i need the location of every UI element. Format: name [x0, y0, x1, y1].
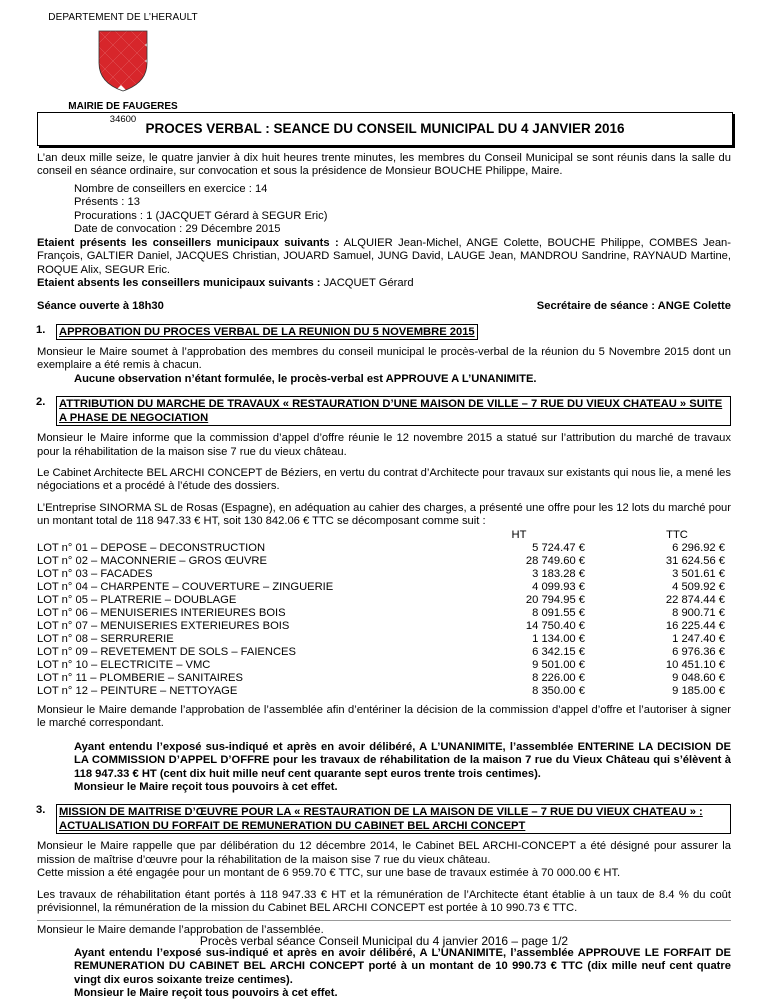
absent-label: Etaient absents les conseillers municipaux suivants : — [37, 276, 321, 289]
section-3-powers: Monsieur le Maire reçoit tous pouvoirs à cet effet. — [74, 987, 338, 1000]
lot-label: LOT n° 05 – PLATRERIE – DOUBLAGE — [37, 593, 237, 606]
present-label: Etaient présents les conseillers municipaux suivants : — [37, 236, 339, 249]
section-2-paragraph: Monsieur le Maire demande l’approbation de l’assemblée afin d’entériner la décision de la commission d’appel d’offre et l’autoriser à signer le marché correspondant. — [37, 703, 731, 730]
lot-ttc: 22 874.44 € — [665, 593, 725, 606]
lot-ht: 6 342.15 € — [532, 645, 585, 658]
lot-ht: 20 794.95 € — [525, 593, 585, 606]
lot-ht: 8 091.55 € — [532, 606, 585, 619]
lot-row — [37, 659, 731, 672]
section-number: 2. — [36, 396, 46, 409]
lot-row — [37, 672, 731, 685]
lot-ht: 3 183.28 € — [532, 567, 585, 580]
lot-label: LOT n° 01 – DEPOSE – DECONSTRUCTION — [37, 541, 266, 554]
lot-row — [37, 620, 731, 633]
column-header-ht: HT — [511, 528, 527, 541]
lot-ttc: 16 225.44 € — [665, 619, 725, 632]
seance-info — [37, 300, 731, 313]
section-number: 3. — [36, 804, 46, 817]
lot-ht: 1 134.00 € — [532, 632, 585, 645]
section-3-paragraph: Monsieur le Maire rappelle que par délibération du 12 décembre 2014, le Cabinet BEL ARCHI-CONCEPT a été désigné pour assurer la mission de maîtrise d’œuvre pour la réhabilitation de la maison sise 7 rue du vieux château. — [37, 840, 731, 866]
attendance-stats — [74, 183, 731, 237]
lot-row — [37, 685, 731, 698]
section-2-decision: Ayant entendu l’exposé sus-indiqué et après en avoir délibéré, A L’UNANIMITE, l’assemblée ENTERINE LA DECISION DE LA COMMISSION D’APPEL D’OFFRE pour les travaux de réhabilitation de la maison 7 rue du Vieux Château qui s’élèvent à 118 947.33 € HT (cent dix huit mille neuf cent quarante sept euros trente trois centimes). — [74, 740, 731, 780]
present-names: ALQUIER Jean-Michel, ANGE Colette, BOUCHE Philippe, COMBES Jean-François, GALTIER Daniel, JACQUES Christian, JOUARD Samuel, JUNG David, LAUGE Jean, MANDROU Sandrine, RAYNAUD Martine, ROQUE Alix, SEGUR Eric. — [37, 236, 731, 276]
lot-label: LOT n° 11 – PLOMBERIE – SANITAIRES — [37, 671, 243, 684]
seance-open: Séance ouverte à 18h30 — [37, 300, 164, 313]
stat-line: Présents : 13 — [74, 196, 140, 209]
lot-ttc: 6 976.36 € — [672, 645, 725, 658]
present-members — [37, 237, 731, 277]
section-1-decision: Aucune observation n’étant formulée, le procès-verbal est APPROUVE A L’UNANIMITE. — [74, 372, 537, 385]
absent-names: JACQUET Gérard — [320, 276, 414, 289]
lot-row — [37, 607, 731, 620]
letterhead — [18, 12, 228, 126]
document-title: PROCES VERBAL : SEANCE DU CONSEIL MUNICIPAL DU 4 JANVIER 2016 — [145, 120, 625, 136]
section-title: APPROBATION DU PROCES VERBAL DE LA REUNION DU 5 NOVEMBRE 2015 — [56, 324, 478, 340]
stat-line: Procurations : 1 (JACQUET Gérard à SEGUR Eric) — [74, 209, 328, 222]
section-3-heading — [36, 804, 731, 834]
secretary: Secrétaire de séance : ANGE Colette — [536, 300, 731, 313]
postal-code: 34600 — [109, 114, 137, 126]
section-2-heading — [36, 396, 731, 426]
lot-row — [37, 542, 731, 555]
lot-row — [37, 555, 731, 568]
document-body — [37, 152, 731, 1001]
intro-paragraph: L’an deux mille seize, le quatre janvier à dix huit heures trente minutes, les membres du Conseil Municipal se sont réunis dans la salle du conseil en séance ordinaire, sur convocation et sous la présidence de Monsieur BOUCHE Philippe, Maire. — [37, 152, 731, 178]
section-2-paragraph: Le Cabinet Architecte BEL ARCHI CONCEPT de Béziers, en vertu du contrat d’Architecte pour travaux sur existants qui nous lie, a mené les négociations et a procédé à l’étude des dossiers. — [37, 467, 731, 493]
section-3-decision: Ayant entendu l’exposé sus-indiqué et après en avoir délibéré, A L’UNANIMITE, l’assemblée APPROUVE LE FORFAIT DE REMUNERATION DU CABINET BEL ARCHI CONCEPT porté à un montant de 10 990.73 € TTC (dix mille neuf cent quatre vingt dix euros soixante treize centimes). — [74, 947, 731, 986]
lot-label: LOT n° 02 – MACONNERIE – GROS ŒUVRE — [37, 554, 267, 567]
lots-header-row — [37, 529, 731, 542]
lot-label: LOT n° 04 – CHARPENTE – COUVERTURE – ZINGUERIE — [37, 580, 334, 593]
lot-label: LOT n° 07 – MENUISERIES EXTERIEURES BOIS — [37, 619, 290, 632]
mairie-name: MAIRIE DE FAUGERES — [68, 101, 178, 113]
lot-ttc: 6 296.92 € — [672, 541, 725, 554]
lot-ttc: 31 624.56 € — [665, 554, 725, 567]
section-title: MISSION DE MAITRISE D’ŒUVRE POUR LA « RESTAURATION DE LA MAISON DE VILLE – 7 RUE DU VIEUX CHATEAU » : ACTUALISATION DU FORFAIT DE REMUNERATION DU CABINET BEL ARCHI CONCEPT — [56, 804, 731, 834]
section-1-heading — [36, 324, 731, 340]
section-1-text: Monsieur le Maire soumet à l’approbation des membres du conseil municipal le procès-verbal de la réunion du 5 Novembre 2015 dont un exemplaire a été remis à chacun. — [37, 345, 731, 372]
lot-ht: 5 724.47 € — [532, 541, 585, 554]
section-3-paragraph: Cette mission a été engagée pour un montant de 6 959.70 € TTC, sur une base de travaux estimée à 70 000.00 € HT. — [37, 867, 621, 880]
lot-ttc: 1 247.40 € — [672, 632, 725, 645]
lot-ttc: 3 501.61 € — [672, 567, 725, 580]
lot-ttc: 4 509.92 € — [672, 580, 725, 593]
absent-members — [37, 277, 731, 290]
section-2-powers: Monsieur le Maire reçoit tous pouvoirs à cet effet. — [74, 780, 338, 793]
column-header-ttc: TTC — [666, 528, 688, 541]
lot-ttc: 10 451.10 € — [665, 658, 725, 671]
section-3-paragraph: Les travaux de réhabilitation étant portés à 118 947.33 € HT et la rémunération de l’Architecte étant établie à un taux de 8.4 % du coût prévisionnel, la rémunération de la mission du Cabinet BEL ARCHI CONCEPT est portée à 10 990.73 € TTC. — [37, 888, 731, 915]
section-title: ATTRIBUTION DU MARCHE DE TRAVAUX « RESTAURATION D’UNE MAISON DE VILLE – 7 RUE DU VIEUX CHATEAU » SUITE A PHASE DE NEGOCIATION — [56, 396, 731, 426]
lot-ttc: 9 048.60 € — [672, 671, 725, 684]
lots-table — [37, 529, 731, 698]
lot-row — [37, 646, 731, 659]
lot-ht: 9 501.00 € — [532, 658, 585, 671]
lot-label: LOT n° 09 – REVETEMENT DE SOLS – FAIENCES — [37, 645, 296, 658]
document-title-box — [37, 112, 733, 146]
section-2-paragraph: Monsieur le Maire informe que la commission d’appel d’offre réunie le 12 novembre 2015 a statué sur l’attribution du marché de travaux pour la réhabilitation de la maison sise 7 rue du vieux château. — [37, 432, 731, 458]
page-footer: Procès verbal séance Conseil Municipal du 4 janvier 2016 – page 1/2 — [37, 920, 731, 948]
lot-row — [37, 581, 731, 594]
section-3-paragraph: Monsieur le Maire demande l’approbation de l’assemblée. — [37, 923, 324, 936]
lot-label: LOT n° 10 – ELECTRICITE – VMC — [37, 658, 211, 671]
lot-ttc: 9 185.00 € — [672, 684, 725, 697]
lot-label: LOT n° 03 – FACADES — [37, 567, 153, 580]
lot-label: LOT n° 12 – PEINTURE – NETTOYAGE — [37, 684, 238, 697]
coat-of-arms-icon — [97, 29, 149, 93]
section-2-paragraph: L’Entreprise SINORMA SL de Rosas (Espagne), en adéquation au cahier des charges, a présenté une offre pour les 12 lots du marché pour un montant total de 118 947.33 € HT, soit 130 842.06 € TTC se décomposant comme suit : — [37, 501, 731, 528]
stat-line: Nombre de conseillers en exercice : 14 — [74, 182, 268, 195]
lot-ttc: 8 900.71 € — [672, 606, 725, 619]
lot-ht: 28 749.60 € — [525, 554, 585, 567]
stat-line: Date de convocation : 29 Décembre 2015 — [74, 223, 281, 236]
lot-label: LOT n° 06 – MENUISERIES INTERIEURES BOIS — [37, 606, 286, 619]
lot-row — [37, 633, 731, 646]
lot-label: LOT n° 08 – SERRURERIE — [37, 632, 174, 645]
department-name: DEPARTEMENT DE L’HERAULT — [48, 12, 198, 23]
lot-ht: 14 750.40 € — [525, 619, 585, 632]
lot-row — [37, 594, 731, 607]
lot-ht: 8 350.00 € — [532, 684, 585, 697]
lot-ht: 8 226.00 € — [532, 671, 585, 684]
lot-row — [37, 568, 731, 581]
lot-ht: 4 099.93 € — [532, 580, 585, 593]
section-number: 1. — [36, 323, 46, 336]
